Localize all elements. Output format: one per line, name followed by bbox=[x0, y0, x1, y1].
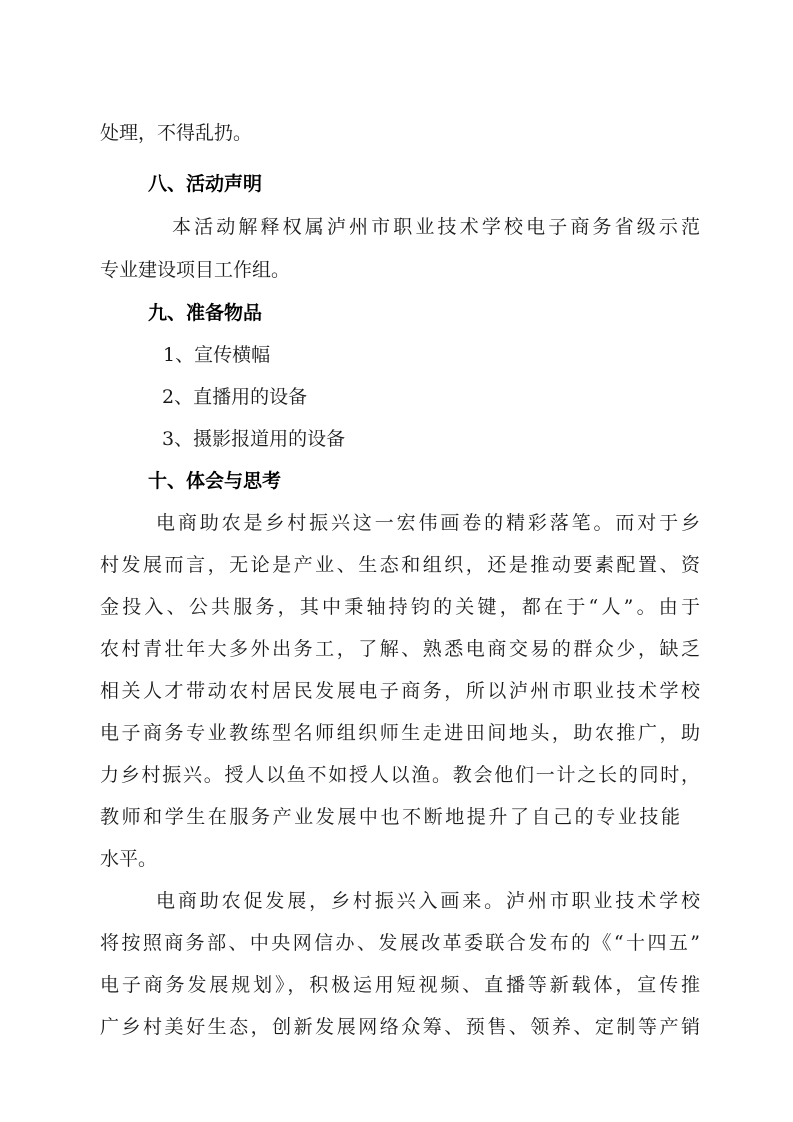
paragraph-line: 广乡村美好生态，创新发展网络众筹、预售、领养、定制等产销 bbox=[100, 1016, 700, 1038]
paragraph-line: 农村青壮年大多外出务工，了解、熟悉电商交易的群众少，缺乏 bbox=[100, 638, 700, 660]
paragraph-line: 教师和学生在服务产业发展中也不断地提升了自己的专业技能 bbox=[100, 806, 680, 828]
paragraph-line: 相关人才带动农村居民发展电子商务，所以泸州市职业技术学校 bbox=[100, 680, 700, 702]
paragraph-line: 电子商务专业教练型名师组织师生走进田间地头，助农推广，助 bbox=[100, 722, 700, 744]
paragraph-line: 力乡村振兴。授人以鱼不如授人以渔。教会他们一计之长的同时， bbox=[100, 764, 700, 786]
paragraph-line: 电子商务发展规划》，积极运用短视频、直播等新载体，宣传推 bbox=[100, 974, 700, 996]
list-item: 3、摄影报道用的设备 bbox=[162, 428, 346, 450]
section-heading-8: 八、活动声明 bbox=[148, 173, 263, 195]
paragraph-line: 专业建设项目工作组。 bbox=[100, 259, 291, 281]
paragraph-line: 金投入、公共服务，其中秉轴持钧的关键，都在于“人”。由于 bbox=[100, 596, 700, 618]
paragraph-line: 电商助农促发展，乡村振兴入画来。泸州市职业技术学校 bbox=[156, 890, 700, 912]
section-heading-10: 十、体会与思考 bbox=[148, 470, 282, 492]
paragraph-line: 将按照商务部、中央网信办、发展改革委联合发布的《“十四五” bbox=[100, 932, 700, 954]
paragraph-line: 电商助农是乡村振兴这一宏伟画卷的精彩落笔。而对于乡 bbox=[156, 512, 700, 534]
paragraph-line: 村发展而言，无论是产业、生态和组织，还是推动要素配置、资 bbox=[100, 554, 700, 576]
list-item: 2、直播用的设备 bbox=[162, 386, 308, 408]
paragraph-line: 本活动解释权属泸州市职业技术学校电子商务省级示范 bbox=[172, 216, 700, 238]
list-item: 1、宣传横幅 bbox=[163, 344, 271, 366]
section-heading-9: 九、准备物品 bbox=[148, 302, 263, 324]
paragraph-line: 水平。 bbox=[100, 848, 158, 870]
continuation-line: 处理，不得乱扔。 bbox=[100, 122, 253, 144]
